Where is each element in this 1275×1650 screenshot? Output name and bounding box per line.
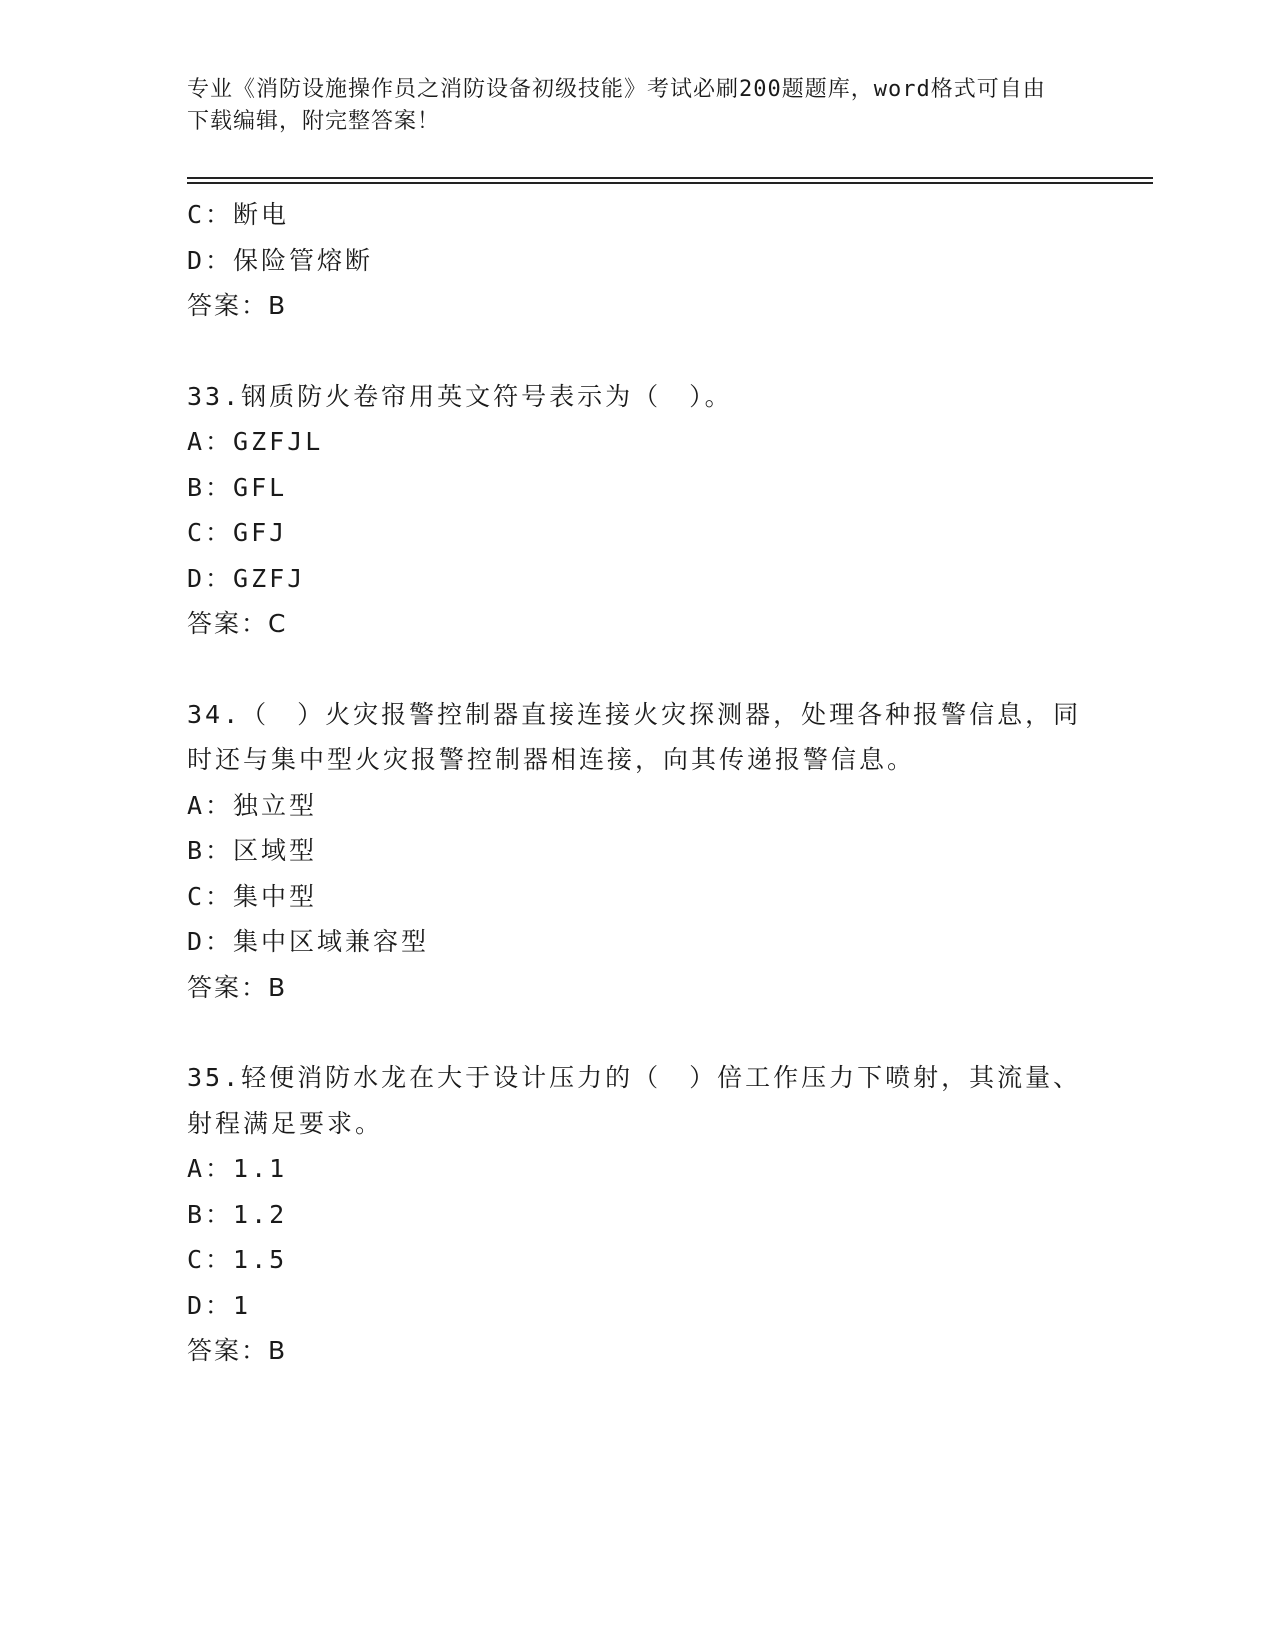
option-c: C：集中型 — [187, 881, 318, 911]
option-c: C：断电 — [187, 200, 290, 229]
option-c: C：GFJ — [187, 518, 288, 547]
answer: 答案：C — [187, 609, 288, 638]
option-a: A：1.1 — [187, 1154, 288, 1183]
option-b: B：1.2 — [187, 1199, 288, 1229]
question-34 — [187, 692, 1087, 1011]
question-35 — [187, 1055, 1087, 1374]
option-a: A：独立型 — [187, 790, 318, 820]
question-32-partial — [187, 192, 1087, 329]
question-stem: 34.（ ）火灾报警控制器直接连接火灾探测器，处理各种报警信息，同时还与集中型火灾报警控制器相连接，向其传递报警信息。 — [187, 699, 1082, 774]
option-c: C：1.5 — [187, 1245, 288, 1274]
option-d: D：GZFJ — [187, 563, 306, 593]
option-d: D：集中区域兼容型 — [187, 927, 430, 956]
option-a: A：GZFJL — [187, 427, 324, 456]
question-stem: 35.轻便消防水龙在大于设计压力的（ ）倍工作压力下喷射，其流量、射程满足要求。 — [187, 1063, 1082, 1138]
option-d: D：1 — [187, 1290, 252, 1320]
document-header: 专业《消防设施操作员之消防设备初级技能》考试必刷200题题库，word格式可自由下载编辑，附完整答案！ — [187, 77, 1046, 134]
answer: 答案：B — [187, 1336, 288, 1365]
option-b: B：区域型 — [187, 836, 318, 865]
question-33 — [187, 374, 1087, 647]
answer: 答案：B — [187, 972, 288, 1002]
answer: 答案：B — [187, 291, 288, 320]
question-stem: 33.钢质防火卷帘用英文符号表示为（ ）。 — [187, 381, 733, 411]
header-divider-top — [187, 177, 1153, 179]
header-divider-bottom — [187, 182, 1153, 184]
option-d: D：保险管熔断 — [187, 245, 374, 275]
option-b: B：GFL — [187, 472, 288, 502]
question-list — [187, 192, 1087, 1374]
